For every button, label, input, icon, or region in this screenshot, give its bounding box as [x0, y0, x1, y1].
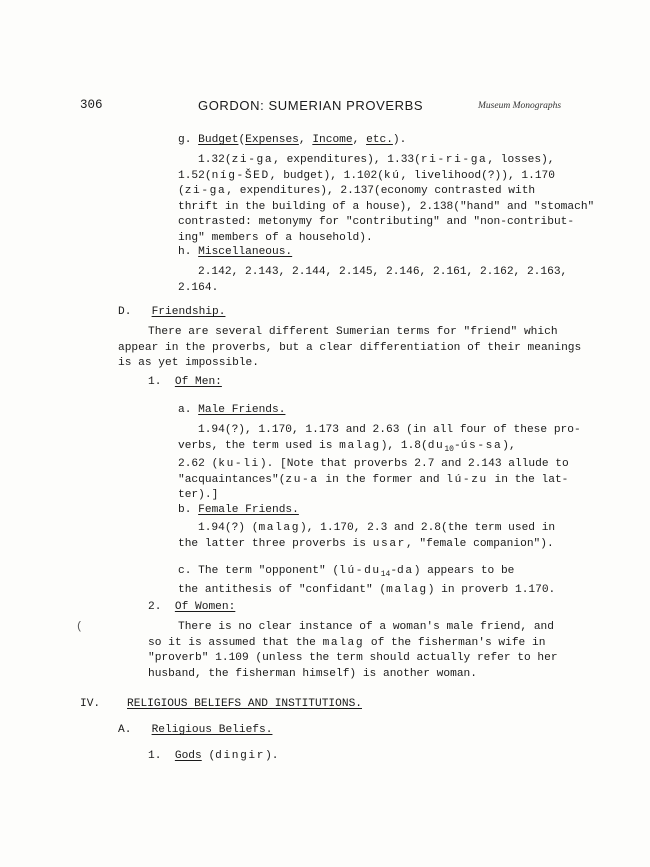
- section-title: Male Friends.: [198, 404, 286, 416]
- series-name: Museum Monographs: [478, 101, 562, 111]
- female-friends-heading: b. Female Friends.: [178, 504, 299, 516]
- margin-mark: (: [76, 621, 83, 633]
- section-h-heading: h. Miscellaneous.: [178, 246, 293, 258]
- women-body: There is no clear instance of a woman's male friend, and so it is assumed that the malag of the fisherman's wife in "proverb" 1.109 (unless the term should actually refer to her husband, the fisherman himself) is another woman.: [148, 621, 558, 680]
- section-d-heading: D. Friendship.: [118, 306, 226, 318]
- opponent-paragraph: c. The term "opponent" $(lú-du_{14}-da)$ appears to be the antithesis of "confidant" (malag) in proverb 1.170.: [178, 565, 556, 596]
- gods-heading: 1. Gods (dingir).: [148, 750, 279, 762]
- section-marker: g.: [178, 134, 192, 146]
- section-a-heading: A. Religious Beliefs.: [118, 724, 273, 736]
- chapter-iv-heading: IV. RELIGIOUS BELIEFS AND INSTITUTIONS.: [80, 698, 362, 710]
- running-title: GORDON: SUMERIAN PROVERBS: [198, 98, 424, 113]
- section-title: Friendship.: [151, 306, 226, 318]
- section-d-body: There are several different Sumerian terms for "friend" which appear in the proverbs, but a clear differentiation of their meanings is as yet impossible.: [118, 326, 582, 369]
- female-friends-body: 1.94(?) (malag), 1.170, 2.3 and 2.8(the term used in the latter three proverbs is usar, "female companion").: [178, 522, 556, 550]
- section-h-body: 2.142, 2.143, 2.144, 2.145, 2.146, 2.161, 2.162, 2.163, 2.164.: [178, 266, 568, 294]
- section-g-heading: g. Budget(Expenses, Income, etc.).: [178, 134, 407, 146]
- section-title: Religious Beliefs.: [151, 724, 273, 736]
- page-number: 306: [80, 98, 103, 112]
- male-friends-body: 1.94(?), 1.170, 1.173 and 2.63 (in all four of these pro- verbs, the term used is malag), $1.8(du_{10}-ús-sa)$, 2.62 (ku-li). [Note that proverbs 2.7 and 2.143 allude to "acquaintances"(zu-a in the former and lú-zu in the lat- ter).]: [178, 424, 581, 502]
- section-title: Gods: [174, 750, 202, 762]
- section-g-body: 1.32(zi-ga, expenditures), 1.33(ri-ri-ga, losses), 1.52(níg-ŠED, budget), 1.102(kú, livelihood(?)), 1.170 (zi-ga, expenditures), 2.137(economy contrasted with thrift in the building of a house), 2.138("hand" and "stomach" contrasted: metonymy for "contributing" and "non-contribut- ing" members of a household).: [178, 154, 595, 244]
- subsection-men-heading: 1. Of Men:: [148, 376, 222, 388]
- male-friends-heading: a. Male Friends.: [178, 404, 286, 416]
- subsection-women-heading: 2. Of Women:: [148, 601, 236, 613]
- section-title: RELIGIOUS BELIEFS AND INSTITUTIONS.: [127, 698, 362, 710]
- section-title: Miscellaneous.: [198, 246, 293, 258]
- section-title: Budget: [198, 134, 239, 146]
- section-title: Of Women:: [174, 601, 236, 613]
- section-title: Of Men:: [174, 376, 222, 388]
- section-title: Female Friends.: [198, 504, 299, 516]
